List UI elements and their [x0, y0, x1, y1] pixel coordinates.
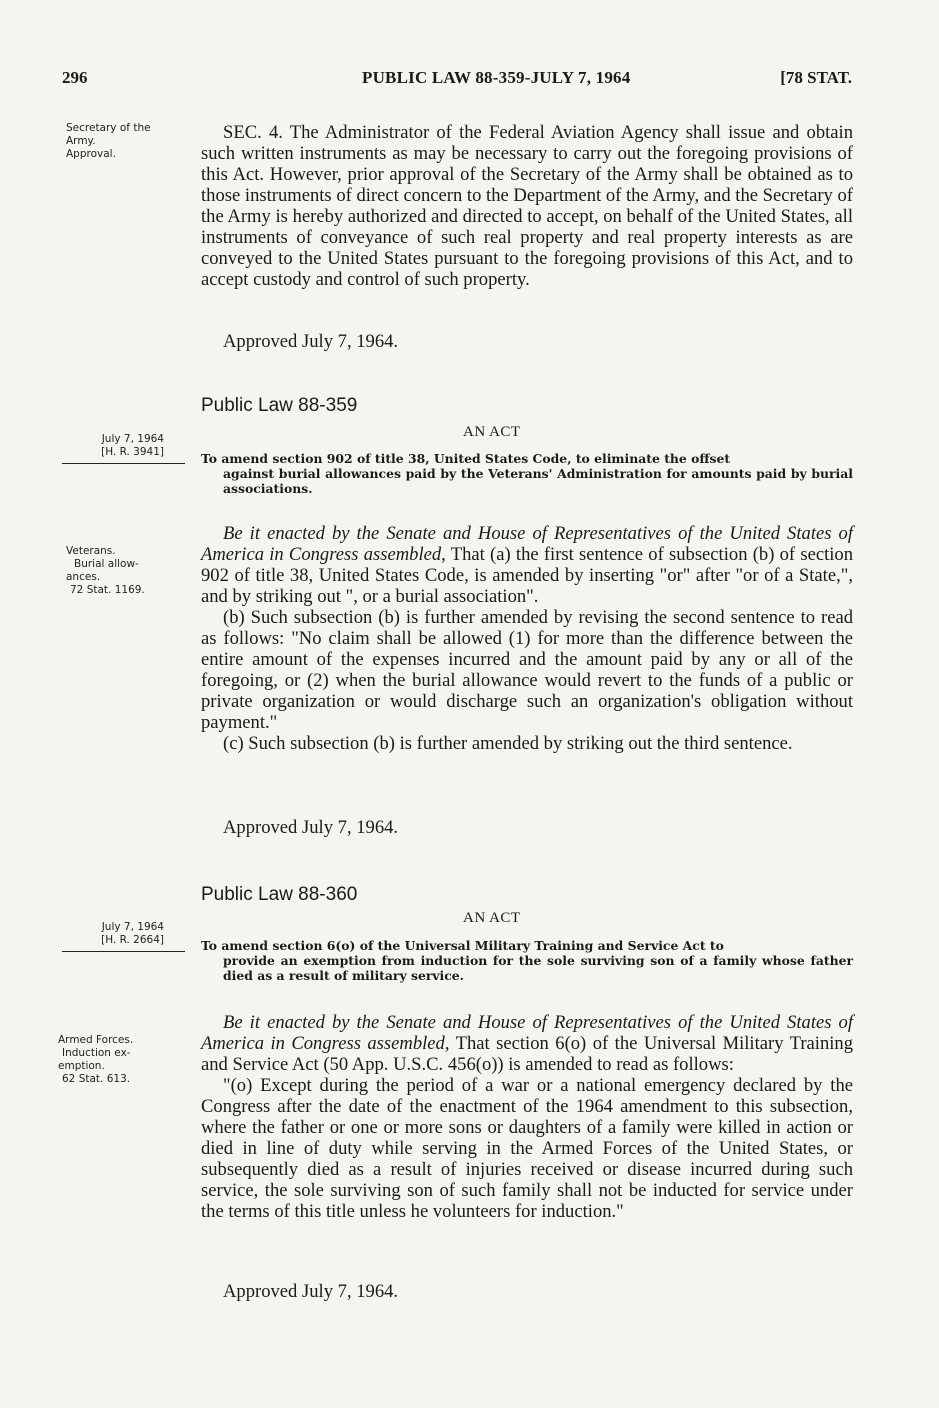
- law-88-359-date-note: [52, 433, 164, 459]
- margin-note-citation: 62 Stat. 613.: [62, 1073, 131, 1085]
- margin-note-line: Induction ex-: [62, 1047, 131, 1059]
- enacting-body: That (a) the first sentence of subsection (b) of section 902 of title 38, United States Code, is amended by inserting "or" after "or of a State,", and by striking out ", or a burial association".: [201, 544, 854, 607]
- summary-first-line: To amend section 902 of title 38, United States Code, to eliminate the offset: [201, 451, 731, 466]
- enacting-clause: [201, 523, 853, 607]
- law-88-360-date-note: [52, 921, 164, 947]
- running-head-title: PUBLIC LAW 88-359-JULY 7, 1964: [362, 68, 631, 87]
- section-4-text: [201, 122, 853, 290]
- margin-note-secretary-army: [66, 122, 196, 161]
- law-88-360-text: [201, 1012, 853, 1222]
- summary-rest: against burial allowances paid by the Veterans' Administration for amounts paid by burial associations.: [223, 466, 853, 496]
- margin-note-line: Burial allow-: [74, 558, 139, 570]
- summary-rest: provide an exemption from induction for the sole surviving son of a family whose father died as a result of military service.: [223, 953, 853, 983]
- margin-note-line: Veterans.: [66, 545, 116, 557]
- page-number: 296: [62, 68, 88, 87]
- law-88-359-an-act: AN ACT: [463, 424, 521, 440]
- enacting-formula: Be it enacted by the Senate and House of Representatives of the United States of America in Congress assembled,: [201, 523, 853, 565]
- paragraph-b: (b) Such subsection (b) is further amended by revising the second sentence to read as follows: "No claim shall be allowed (1) for more than the difference between the entire amount of the expenses incurred and the amount paid by any or all of the foregoing, or (2) when the burial allowance would revert to the funds of a public or private organization or would discharge such an organization's obligation without payment.": [201, 607, 853, 733]
- paragraph-o: "(o) Except during the period of a war or a national emergency declared by the Congress after the date of the enactment of the 1964 amendment to this subsection, where the father or one or more sons or daughters of a family were killed in action or died in line of duty while serving in the Armed Forces of the United States, or subsequently died as a result of injuries received or disease incurred during such service, the sole surviving son of such family shall not be inducted for service under the terms of this title unless he volunteers for induction.": [201, 1075, 853, 1222]
- margin-note-veterans: [66, 545, 196, 597]
- section-lead: SEC. 4.: [223, 122, 283, 143]
- law-88-359-approved: Approved July 7, 1964.: [223, 817, 399, 838]
- law-88-360-approved: Approved July 7, 1964.: [223, 1281, 399, 1302]
- margin-note-line: Armed Forces.: [58, 1034, 134, 1046]
- date-note-line: July 7, 1964: [101, 921, 164, 933]
- margin-note-line: Secretary of the: [66, 122, 151, 134]
- paragraph-c: (c) Such subsection (b) is further amended by striking out the third sentence.: [223, 733, 793, 754]
- running-head: [62, 68, 852, 92]
- section-4-paragraph: [201, 122, 853, 290]
- law-88-360-heading: Public Law 88-360: [201, 884, 358, 905]
- margin-note-armed-forces: [58, 1034, 188, 1086]
- margin-note-line: ances.: [66, 571, 101, 583]
- section-4-body: The Administrator of the Federal Aviation Agency shall issue and obtain such written instruments as may be necessary to carry out the foregoing provisions of this Act. However, prior approval of the Secretary of the Army shall be obtained as to those instruments of direct concern to the Department of the Army, and the Secretary of the Army is hereby authorized and directed to accept, on behalf of the United States, all instruments of conveyance of such real property and real property interests as are conveyed to the United States pursuant to the foregoing provisions of this Act, and to accept custody and control of such property.: [201, 122, 854, 290]
- margin-note-line: Approval.: [66, 148, 116, 160]
- margin-note-citation: 72 Stat. 1169.: [70, 584, 145, 596]
- divider-rule: [62, 463, 185, 464]
- law-88-360-an-act: AN ACT: [463, 910, 521, 926]
- section-4-approved: Approved July 7, 1964.: [223, 331, 399, 352]
- margin-note-line: Army.: [66, 135, 96, 147]
- law-88-359-heading: Public Law 88-359: [201, 395, 358, 416]
- law-88-359-summary: [201, 451, 853, 496]
- date-note-line: July 7, 1964: [101, 433, 164, 445]
- enacting-formula: Be it enacted by the Senate and House of Representatives of the United States of America in Congress assembled,: [201, 1012, 853, 1054]
- volume-reference: [78 STAT.: [780, 68, 852, 87]
- law-88-359-text: [201, 523, 853, 754]
- summary-first-line: To amend section 6(o) of the Universal Military Training and Service Act to: [201, 938, 724, 953]
- divider-rule: [62, 951, 185, 952]
- bill-number: [H. R. 3941]: [101, 446, 164, 458]
- bill-number: [H. R. 2664]: [101, 934, 164, 946]
- enacting-clause: [201, 1012, 853, 1075]
- law-88-360-summary: [201, 938, 853, 983]
- enacting-body: That section 6(o) of the Universal Military Training and Service Act (50 App. U.S.C. 456(o)) is amended to read as follows:: [201, 1033, 853, 1075]
- margin-note-line: emption.: [58, 1060, 105, 1072]
